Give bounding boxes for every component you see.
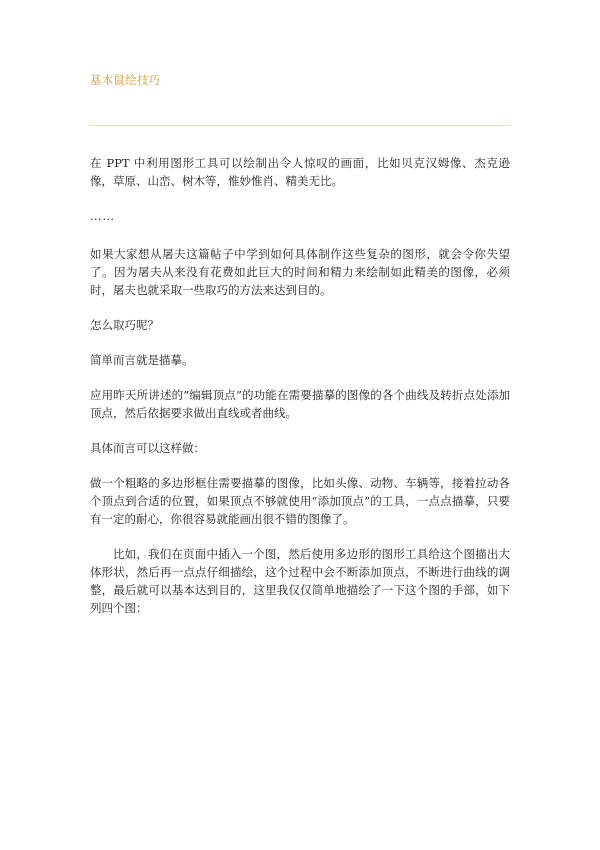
paragraph-disappoint: 如果大家想从屠夫这篇帖子中学到如何具体制作这些复杂的图形，就会令你失望了。因为屠夫从来没有花费如此巨大的时间和精力来绘制如此精美的图像，必须时，屠夫也就采取一些取巧的方法来达到目的。	[90, 247, 510, 297]
paragraph-ellipsis: ……	[90, 209, 115, 223]
paragraph-question: 怎么取巧呢？	[90, 318, 159, 332]
document-title: 基本鼠绘技巧	[90, 73, 161, 87]
paragraph-specifics: 具体而言可以这样做：	[90, 441, 205, 455]
paragraph-polygon: 做一个粗略的多边形框住需要描摹的图像，比如头像、动物、车辆等，接着拉动各个顶点到合适的位置，如果顶点不够就使用“添加顶点”的工具，一点点描摹，只要有一定的耐心，你很容易就能画出很不错的图像了。	[90, 476, 510, 526]
document-body	[90, 154, 510, 634]
paragraph-intro: 在 PPT 中利用图形工具可以绘制出令人惊叹的画面，比如贝克汉姆像、杰克逊像，草原、山峦、树木等，惟妙惟肖、精美无比。	[90, 156, 510, 188]
paragraph-example: 比如，我们在页面中插入一个图，然后使用多边形的图形工具给这个图描出大体形状，然后再一点点仔细描绘，这个过程中会不断添加顶点，不断进行曲线的调整，最后就可以基本达到目的，这里我仅仅简单地描绘了一下这个图的手部，如下列四个图：	[90, 547, 510, 615]
title-divider	[90, 125, 510, 126]
paragraph-answer: 简单而言就是描摹。	[90, 353, 194, 367]
paragraph-edit-vertices: 应用昨天所讲述的“编辑顶点”的功能在需要描摹的图像的各个曲线及转折点处添加顶点，然后依据要求做出直线或者曲线。	[90, 388, 510, 420]
